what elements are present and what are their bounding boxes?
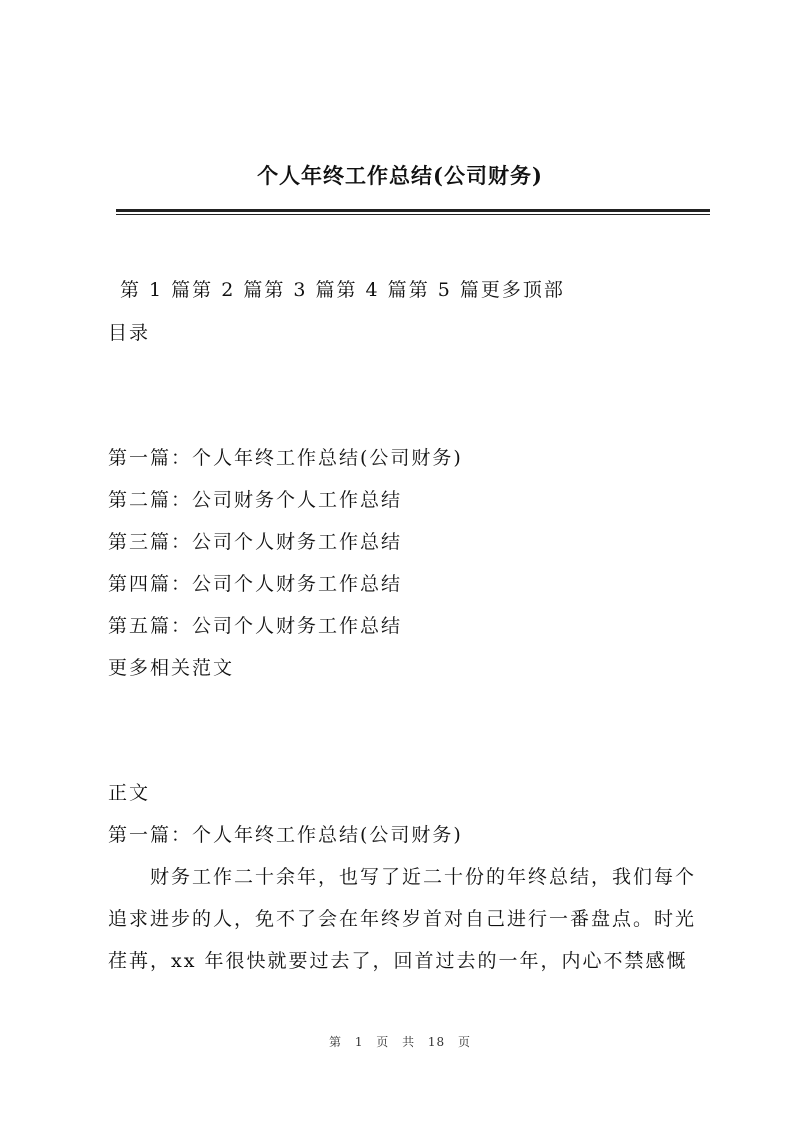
toc-item-4[interactable]: 第四篇：公司个人财务工作总结	[108, 573, 403, 595]
nav-link-more[interactable]: 更多	[480, 279, 523, 301]
nav-link-chapter-5[interactable]: 第 5 篇	[408, 279, 481, 301]
toc-item-5[interactable]: 第五篇：公司个人财务工作总结	[108, 615, 403, 637]
body-heading: 正文	[108, 782, 151, 804]
page-title: 个人年终工作总结(公司财务)	[257, 163, 543, 188]
nav-link-chapter-4[interactable]: 第 4 篇	[336, 279, 409, 301]
nav-link-chapter-3[interactable]: 第 3 篇	[264, 279, 337, 301]
nav-link-chapter-2[interactable]: 第 2 篇	[192, 279, 265, 301]
title-rule-thick	[116, 209, 710, 212]
toc-item-3[interactable]: 第三篇：公司个人财务工作总结	[108, 531, 403, 553]
page-footer: 第 1 页 共 18 页	[329, 1035, 471, 1049]
nav-link-chapter-1[interactable]: 第 1 篇	[120, 279, 193, 301]
body-paragraph-line: 追求进步的人，免不了会在年终岁首对自己进行一番盘点。时光	[108, 908, 697, 930]
chapter-nav	[120, 275, 565, 302]
body-paragraph-line: 荏苒，xx 年很快就要过去了，回首过去的一年，内心不禁感慨	[108, 950, 688, 972]
toc-item-2[interactable]: 第二篇：公司财务个人工作总结	[108, 489, 403, 511]
nav-link-top[interactable]: 顶部	[522, 279, 565, 301]
toc-item-1[interactable]: 第一篇：个人年终工作总结(公司财务)	[108, 447, 463, 469]
body-paragraph-line: 财务工作二十余年，也写了近二十份的年终总结，我们每个	[150, 866, 697, 888]
toc-more-link[interactable]: 更多相关范文	[108, 657, 235, 679]
toc-heading: 目录	[108, 322, 151, 344]
title-rule-thin	[116, 214, 710, 215]
body-subtitle: 第一篇：个人年终工作总结(公司财务)	[108, 824, 463, 846]
